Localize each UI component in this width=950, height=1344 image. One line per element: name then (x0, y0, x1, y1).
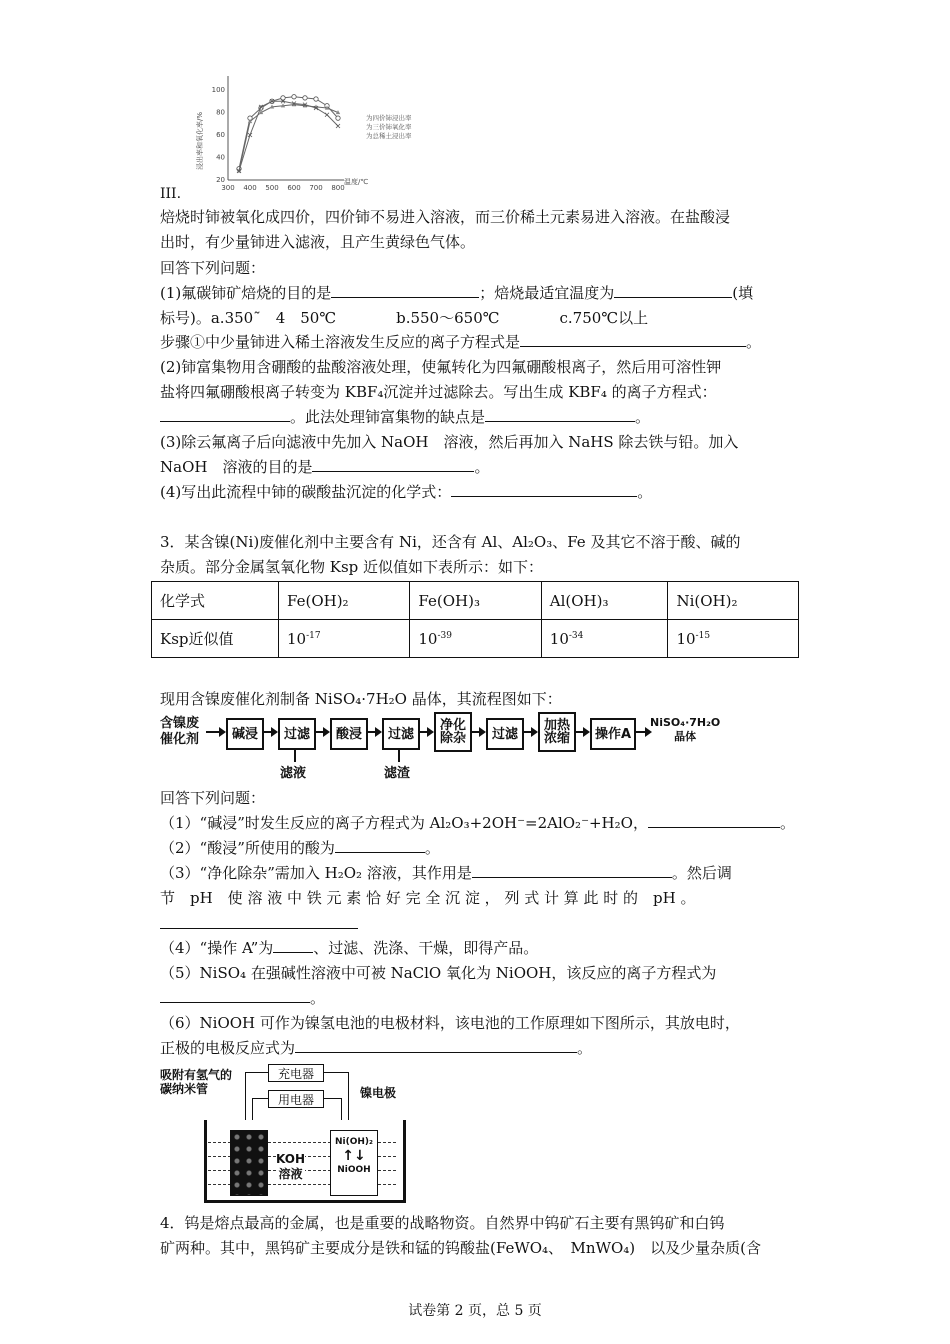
question-1a-part1: (1)氟碳铈矿焙烧的目的是 (160, 284, 332, 302)
period: 。 (577, 1039, 593, 1057)
x-tick-label: 300 (221, 184, 235, 192)
table-cell: Ni(OH)₂ (668, 582, 799, 620)
nickel-top-label: Ni(OH)₂ (335, 1137, 373, 1147)
flow-arrow (420, 731, 432, 733)
question-1c (160, 331, 761, 353)
flow-down-line (398, 748, 400, 762)
ksp-exponent: -17 (306, 630, 321, 641)
flow-side-output-1: 滤液 (280, 766, 307, 781)
flow-end-line: NiSO₄·7H₂O (650, 716, 721, 729)
table-cell (410, 620, 541, 658)
process-flow-diagram (160, 712, 720, 780)
flow-arrow (636, 731, 650, 733)
paragraph-1b: 出时，有少量铈进入滤液，且产生黄绿色气体。 (160, 233, 476, 251)
flow-end-label (650, 716, 720, 744)
answer-blank[interactable] (472, 862, 672, 878)
table-cell: Al(OH)₃ (541, 582, 668, 620)
question-r6b-text: 正极的电极反应式为 (160, 1039, 296, 1057)
left-electrode-label (160, 1068, 232, 1096)
x-tick-label: 700 (309, 184, 323, 192)
battery-diagram (160, 1064, 410, 1204)
answer-blank[interactable] (485, 406, 635, 422)
y-tick-label: 100 (211, 86, 225, 94)
x-tick-label: 500 (265, 184, 279, 192)
answer-blank[interactable] (312, 456, 474, 472)
question-r3a (160, 862, 732, 884)
section-3-intro-a: 3．某含镍(Ni)废催化剂中主要含有 Ni，还含有 Al、Al₂O₃、Fe 及其它不溶于酸、碱的 (160, 533, 741, 551)
y-tick-label: 80 (216, 108, 225, 117)
question-1a (160, 282, 753, 304)
y-axis-label: 浸出率和氧化率/% (196, 111, 204, 170)
ksp-base: 10 (549, 629, 569, 648)
period: 。 (424, 839, 440, 857)
x-tick-label: 600 (287, 184, 301, 192)
temperature-chart (190, 62, 450, 197)
question-1b: 标号)。a.350˜ 4 50℃ b.550～650℃ c.750℃以上 (160, 309, 649, 327)
flow-step: 过滤 (382, 718, 420, 750)
data-point (336, 124, 340, 128)
answer-blank[interactable] (273, 937, 313, 953)
nickel-bottom-label: NiOOH (337, 1165, 371, 1175)
electrolyte-label-line: KOH (276, 1152, 306, 1166)
ksp-exponent: -15 (695, 630, 711, 641)
question-2c (160, 406, 650, 428)
data-point (325, 113, 329, 117)
flow-arrow (206, 731, 224, 733)
flow-start-line: 含镍废 (160, 716, 200, 731)
table-cell: Fe(OH)₂ (279, 582, 410, 620)
left-electrode-label-line: 碳纳米管 (160, 1082, 209, 1096)
answer-prompt: 回答下列问题： (160, 259, 266, 277)
chart-iii-label: III. (160, 186, 182, 202)
flow-side-output-2: 滤渣 (384, 766, 411, 781)
question-r4-end: 、过滤、洗涤、干燥，即得产品。 (313, 939, 539, 957)
flow-end-line: 晶体 (674, 730, 697, 743)
question-1c-text: 步骤①中少量铈进入稀土溶液发生反应的离子方程式是 (160, 333, 521, 351)
nickel-electrode (330, 1130, 378, 1196)
question-3a: (3)除云氟离子后向滤液中先加入 NaOH 溶液，然后再加入 NaHS 除去铁与铅。加入 (160, 433, 739, 451)
table-cell: Ksp近似值 (152, 620, 279, 658)
paragraph-1a: 焙烧时铈被氧化成四价，四价铈不易进入溶液，而三价稀土元素易进入溶液。在盐酸浸 (160, 208, 731, 226)
period: 。 (474, 458, 490, 476)
flow-arrow (576, 731, 588, 733)
right-electrode-label: 镍电极 (360, 1086, 397, 1100)
question-r2 (160, 837, 440, 859)
flow-down-line (294, 748, 296, 762)
answer-prompt-2: 回答下列问题： (160, 789, 266, 807)
flow-step: 过滤 (486, 718, 524, 750)
charger-box: 充电器 (268, 1064, 324, 1082)
question-r5a: （5）NiSO₄ 在强碱性溶液中可被 NaClO 氧化为 NiOOH，该反应的离子方程式为 (160, 964, 717, 982)
series-line (239, 101, 338, 171)
answer-blank[interactable] (451, 481, 637, 497)
question-1a-part2: ；焙烧最适宜温度为 (479, 284, 615, 302)
question-3b (160, 456, 489, 478)
left-electrode-label-line: 吸附有氢气的 (160, 1068, 233, 1082)
table-row (152, 620, 799, 658)
flow-arrow (316, 731, 328, 733)
table-cell (541, 620, 668, 658)
section-4-a: 4．钨是熔点最高的金属，也是重要的战略物资。自然界中钨矿石主要有黑钨矿和白钨 (160, 1214, 725, 1232)
x-tick-label: 800 (331, 184, 345, 192)
flow-step: 过滤 (278, 718, 316, 750)
answer-blank[interactable] (520, 331, 746, 347)
answer-blank[interactable] (160, 916, 358, 929)
period: 。 (310, 989, 326, 1007)
question-1a-part3: (填 (732, 284, 754, 302)
y-tick-label: 40 (216, 153, 225, 162)
ksp-table (151, 581, 799, 658)
question-2a: (2)铈富集物用含硼酸的盐酸溶液处理，使氟转化为四氟硼酸根离子，然后用可溶性钾 (160, 358, 722, 376)
question-3b-text: NaOH 溶液的目的是 (160, 458, 313, 476)
electrolyte-label (276, 1152, 305, 1182)
answer-blank[interactable] (331, 282, 479, 298)
table-cell (668, 620, 799, 658)
question-r3a-text: （3）“净化除杂”需加入 H₂O₂ 溶液，其作用是 (160, 864, 472, 882)
legend-entry: 为总稀土浸出率 (366, 132, 412, 140)
flow-step: 碱浸 (226, 718, 264, 750)
flow-start-line: 催化剂 (160, 732, 200, 747)
question-2b: 盐将四氟硼酸根离子转变为 KBF₄沉淀并过滤除去。写出生成 KBF₄ 的离子方程式： (160, 383, 717, 401)
flow-arrow (472, 731, 484, 733)
question-r6b (160, 1037, 592, 1059)
flow-arrow (264, 731, 276, 733)
answer-blank[interactable] (295, 1037, 577, 1053)
ksp-exponent: -39 (437, 630, 452, 641)
question-4-text: (4)写出此流程中铈的碳酸盐沉淀的化学式： (160, 483, 452, 501)
data-point (292, 95, 296, 99)
data-point (336, 116, 340, 120)
preparation-intro: 现用含镍废催化剂制备 NiSO₄·7H₂O 晶体，其流程图如下： (160, 690, 562, 708)
ksp-exponent: -34 (568, 630, 584, 641)
reaction-arrows: ↑↓ (342, 1148, 366, 1164)
period: 。 (637, 483, 653, 501)
period: 。 (779, 814, 795, 832)
table-row (152, 582, 799, 620)
y-tick-label: 20 (216, 176, 225, 184)
user-device-box: 用电器 (268, 1090, 324, 1108)
legend-entry: 为四价铈浸出率 (366, 114, 412, 122)
flow-step: 酸浸 (330, 718, 368, 750)
flow-step: 净化 除杂 (434, 712, 472, 752)
question-r3a-end: 。然后调 (671, 864, 732, 882)
ksp-base: 10 (287, 629, 307, 648)
question-4 (160, 481, 652, 503)
question-r4 (160, 937, 538, 959)
question-r5b (160, 987, 325, 1009)
answer-blank[interactable] (614, 282, 732, 298)
section-3-intro-b: 杂质。部分金属氢氧化物 Ksp 近似值如下表所示：如下： (160, 558, 544, 576)
question-r1-text: （1）“碱浸”时发生反应的离子方程式为 Al₂O₃+2OH⁻=2AlO₂⁻+H₂O， (160, 814, 648, 832)
x-axis-label: 温度/℃ (344, 178, 369, 186)
ksp-base: 10 (418, 629, 438, 648)
ksp-base: 10 (676, 629, 696, 648)
answer-blank[interactable] (648, 812, 780, 828)
table-cell: Fe(OH)₃ (410, 582, 541, 620)
flow-step: 加热 浓缩 (538, 712, 576, 752)
flow-arrow (524, 731, 536, 733)
section-4-b: 矿两种。其中，黑钨矿主要成分是铁和锰的钨酸盐(FeWO₄、 MnWO₄) 以及少量杂质(含 (160, 1239, 761, 1257)
table-cell: 化学式 (152, 582, 279, 620)
flow-start-label (160, 716, 199, 748)
question-r6a: （6）NiOOH 可作为镍氢电池的电极材料，该电池的工作原理如下图所示，其放电时， (160, 1014, 740, 1032)
question-r2-text: （2）“酸浸”所使用的酸为 (160, 839, 335, 857)
answer-blank[interactable] (160, 406, 290, 422)
answer-blank[interactable] (335, 837, 425, 853)
data-point (314, 97, 318, 101)
page-footer: 试卷第 2 页，总 5 页 (408, 1303, 542, 1319)
period: 。 (635, 408, 651, 426)
electrolyte-label-line: 溶液 (278, 1167, 303, 1181)
flow-step: 操作A (590, 718, 636, 750)
carbon-nanotube-electrode (230, 1130, 268, 1196)
y-tick-label: 60 (216, 131, 225, 139)
legend-entry: 为三价铈氧化率 (366, 123, 412, 131)
data-point (303, 96, 307, 100)
x-tick-label: 400 (243, 184, 257, 192)
period: 。 (746, 333, 762, 351)
question-r1 (160, 812, 795, 834)
answer-blank[interactable] (160, 987, 310, 1003)
question-2c-text: 。此法处理铈富集物的缺点是 (290, 408, 486, 426)
table-cell (279, 620, 410, 658)
question-r3b: 节 pH 使 溶 液 中 铁 元 素 恰 好 完 全 沉 淀 ， 列 式 计 算 此 时 的 pH 。 (160, 889, 696, 907)
flow-arrow (368, 731, 380, 733)
question-r4-text: （4）“操作 A”为 (160, 939, 274, 957)
